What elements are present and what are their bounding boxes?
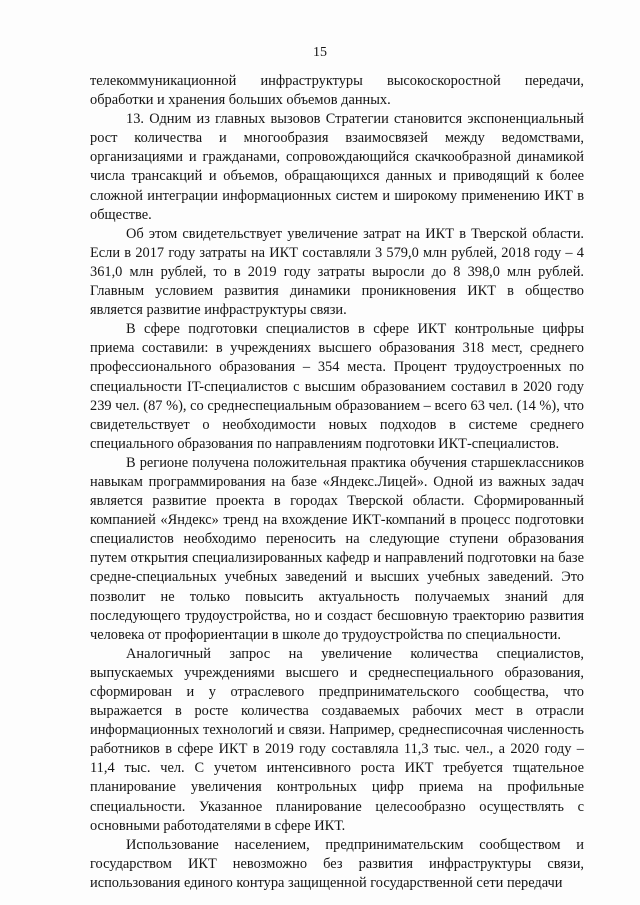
paragraph-yandex-lyceum: В регионе получена положительная практика обучения старшеклассников навыкам программирования на базе «Яндекс.Лицей». Одной из важных задач является развитие проекта в городах Тверской области. Сформированный компанией «Яндекс» тренд на вхождение ИКТ-компаний в процесс подготовки специалистов необходимо переносить на следующие ступени образования путем открытия специализированных кафедр и направлений подготовки на базе средне-специальных учебных заведений и высших учебных заведений. Это позволит не только повысить актуальность получаемых знаний для последующего трудоустройства, но и создаст бесшовную траекторию развития человека от профориентации в школе до трудоустройства по специальности. xyxy=(90,454,584,643)
paragraph-continuation: телекоммуникационной инфраструктуры высокоскоростной передачи, обработки и хранения больших объемов данных. xyxy=(90,73,584,109)
paragraph-admission-figures: В сфере подготовки специалистов в сфере ИКТ контрольные цифры приема составили: в учреждениях высшего образования 318 мест, среднего профессионального образования – 354 места. Процент трудоустроенных по специальности IT-специалистов с высшим образованием составил в 2020 году 239 чел. (87 %), со среднеспециальным образованием – всего 63 чел. (14 %), что свидетельствует о необходимости новых подходов в системе среднего специального образования по направлениям подготовки ИКТ-специалистов. xyxy=(90,321,584,452)
paragraph-infrastructure: Использование населением, предпринимательским сообществом и государством ИКТ невозможно без развития инфраструктуры связи, использования единого контура защищенной государственной сети передачи xyxy=(90,836,584,891)
paragraph-ict-costs: Об этом свидетельствует увеличение затрат на ИКТ в Тверской области. Если в 2017 году затраты на ИКТ составляли 3 579,0 млн рублей, 2018 году – 4 361,0 млн рублей, то в 2019 году затраты выросли до 8 398,0 млн рублей. Главным условием развития динамики проникновения ИКТ в общество является развитие инфраструктуры связи. xyxy=(90,225,584,319)
paragraph-business-demand: Аналогичный запрос на увеличение количества специалистов, выпускаемых учреждениями высшего и среднеспециального образования, сформирован и у отраслевого предпринимательского сообщества, что выражается в росте количества создаваемых рабочих мест в отрасли информационных технологий и связи. Например, среднесписочная численность работников в сфере ИКТ в 2019 году составляла 11,3 тыс. чел., а 2020 году – 11,4 тыс. чел. С учетом интенсивного роста ИКТ требуется тщательное планирование увеличения контрольных цифр приема на профильные специальности. Указанное планирование целесообразно осуществлять с основными работодателями в сфере ИКТ. xyxy=(90,645,584,834)
page-number: 15 xyxy=(313,45,327,60)
body-text xyxy=(90,72,584,893)
paragraph-item-13: 13. Одним из главных вызовов Стратегии становится экспоненциальный рост количества и многообразия взаимосвязей между ведомствами, организациями и гражданами, сопровождающийся скачкообразной динамикой числа трансакций и объемов, обращающихся данных и приводящий к более сложной интеграции информационных систем и широкому применению ИКТ в обществе. xyxy=(90,111,584,223)
